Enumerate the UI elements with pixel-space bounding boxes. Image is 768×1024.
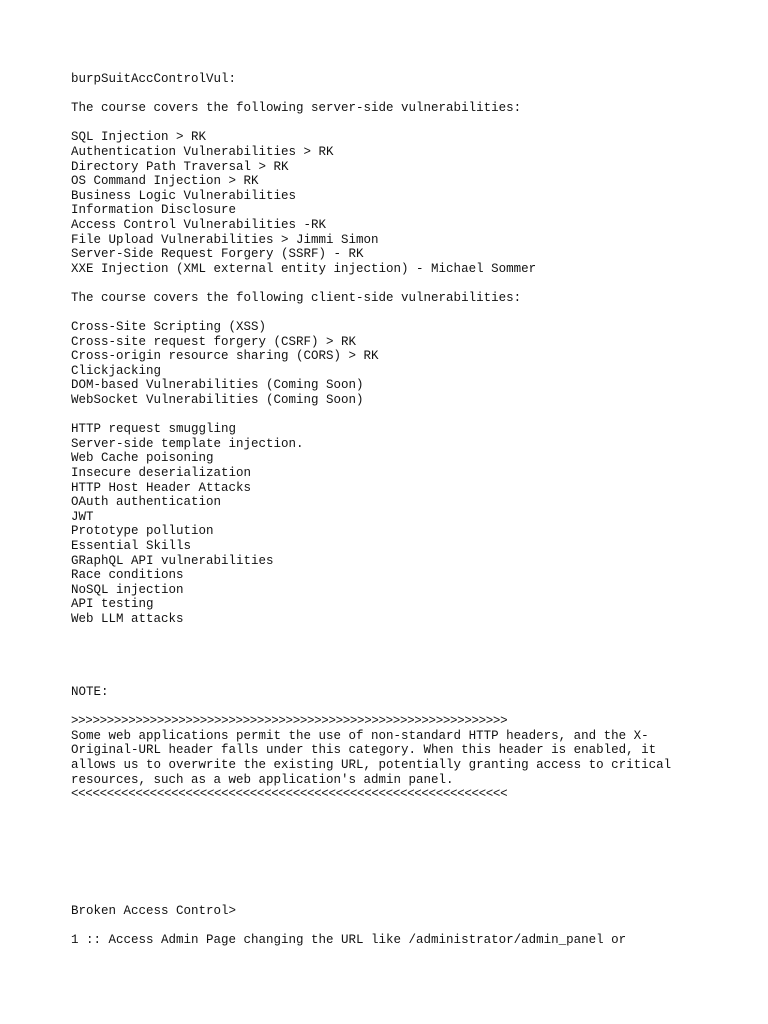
list-item: Prototype pollution [71,524,214,539]
document-heading: burpSuitAccControlVul: [71,72,237,86]
list-item: SQL Injection > RK [71,130,207,145]
document-page [71,72,711,947]
other-topics-list [71,422,711,626]
list-item: Business Logic Vulnerabilities [71,188,297,203]
note-line: resources, such as a web application's admin panel. [71,772,454,787]
list-item: Directory Path Traversal > RK [71,159,289,174]
list-item: OAuth authentication [71,495,222,510]
note-close-marker: <<<<<<<<<<<<<<<<<<<<<<<<<<<<<<<<<<<<<<<<<<<<<<<<<<<<<<<<<<<<< [71,787,508,802]
list-item: Cross-origin resource sharing (CORS) > RK [71,349,379,364]
list-item: Cross-site request forgery (CSRF) > RK [71,334,357,349]
list-item: Access Control Vulnerabilities -RK [71,217,327,232]
note-paragraph [71,729,671,787]
list-item: HTTP request smuggling [71,422,237,437]
list-item: Information Disclosure [71,203,237,218]
list-item: Authentication Vulnerabilities > RK [71,144,334,159]
client-side-list [71,320,711,408]
client-side-intro: The course covers the following client-side vulnerabilities: [71,290,522,305]
server-side-intro: The course covers the following server-side vulnerabilities: [71,101,522,116]
list-item: Cross-Site Scripting (XSS) [71,320,267,335]
list-item: Server-side template injection. [71,436,304,451]
note-open-marker: >>>>>>>>>>>>>>>>>>>>>>>>>>>>>>>>>>>>>>>>>>>>>>>>>>>>>>>>>>>>> [71,714,508,729]
list-item: Race conditions [71,568,184,583]
blank-space [71,802,711,904]
note-line: allows us to overwrite the existing URL, potentially granting access to critical [71,757,672,772]
list-item: JWT [71,509,94,524]
blank-space [71,641,711,685]
list-item: Web LLM attacks [71,611,184,626]
list-item: HTTP Host Header Attacks [71,480,252,495]
step-text: 1 :: Access Admin Page changing the URL like /administrator/admin_panel or [71,932,627,947]
list-item: Essential Skills [71,539,192,553]
list-item: NoSQL injection [71,582,184,597]
broken-access-section [71,904,711,948]
list-item: Insecure deserialization [71,466,252,481]
list-item: API testing [71,597,154,612]
note-label: NOTE: [71,684,109,699]
list-item: Clickjacking [71,363,162,378]
list-item: XXE Injection (XML external entity injection) - Michael Sommer [71,261,537,276]
list-item: GRaphQL API vulnerabilities [71,553,274,568]
list-item: WebSocket Vulnerabilities (Coming Soon) [71,393,364,408]
list-item: Web Cache poisoning [71,451,214,466]
note-line: Original-URL header falls under this category. When this header is enabled, it [71,743,657,758]
list-item: File Upload Vulnerabilities > Jimmi Simon [71,232,379,247]
note-block [71,685,711,802]
note-line: Some web applications permit the use of non-standard HTTP headers, and the X- [71,728,649,743]
server-side-list [71,130,711,276]
section-title: Broken Access Control> [71,903,237,918]
list-item: Server-Side Request Forgery (SSRF) - RK [71,247,364,262]
list-item: DOM-based Vulnerabilities (Coming Soon) [71,378,364,393]
list-item: OS Command Injection > RK [71,174,259,189]
